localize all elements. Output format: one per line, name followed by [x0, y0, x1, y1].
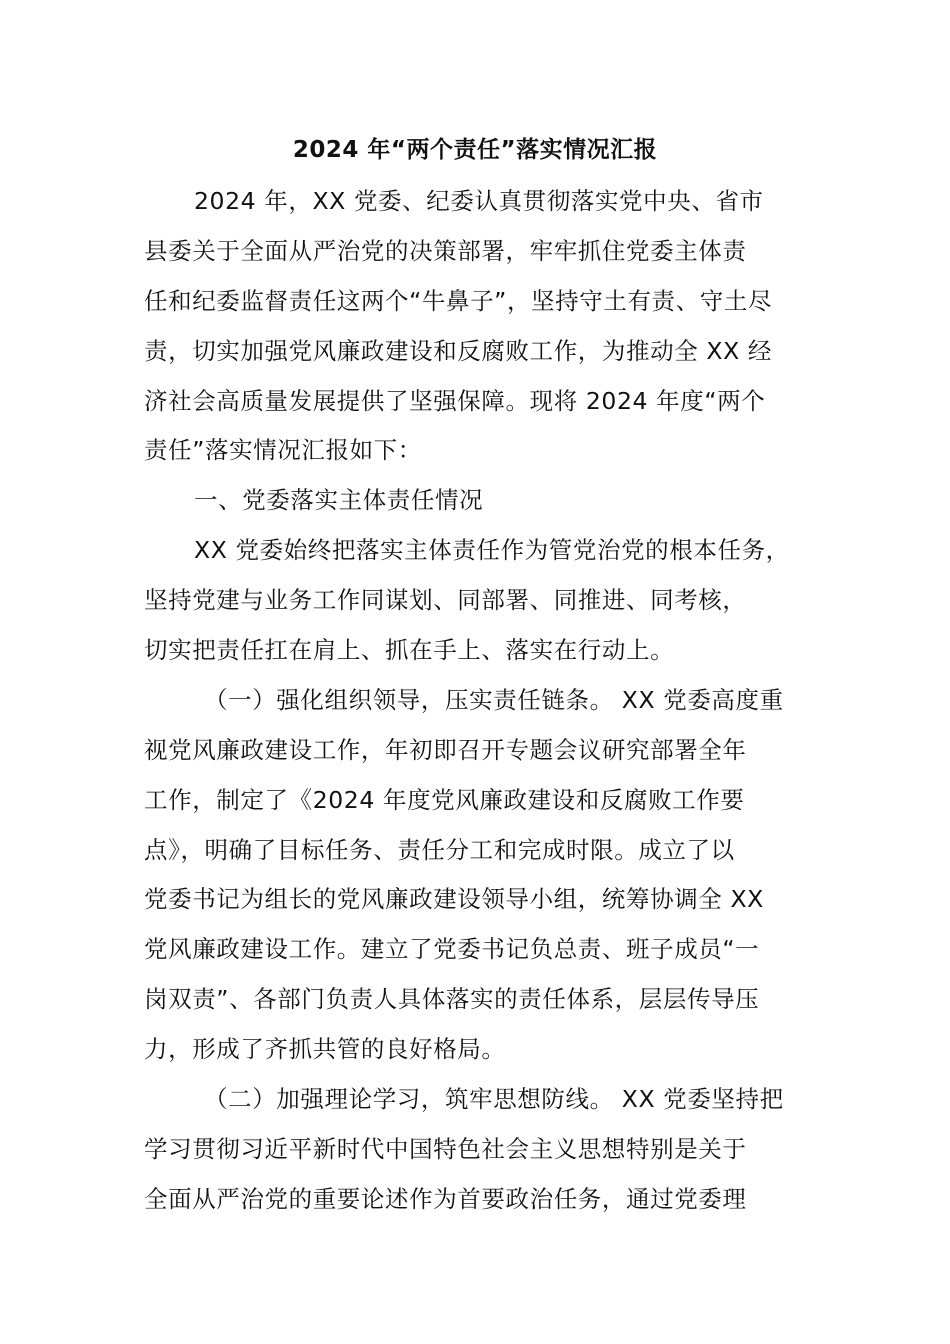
subsection-line: （二）加强理论学习，筑牢思想防线。 XX 党委坚持把 [204, 1085, 784, 1114]
paragraph-line: XX 党委始终把落实主体责任作为管党治党的根本任务， [194, 536, 790, 565]
paragraph-line: 任和纪委监督责任这两个“牛鼻子”，坚持守土有责、守土尽 [144, 286, 773, 315]
paragraph-line: 学习贯彻习近平新时代中国特色社会主义思想特别是关于 [144, 1134, 747, 1163]
subsection-line: （一）强化组织领导，压实责任链条。 XX 党委高度重 [204, 685, 784, 714]
paragraph-line: 视党风廉政建设工作，年初即召开专题会议研究部署全年 [144, 735, 747, 764]
paragraph-line: 济社会高质量发展提供了坚强保障。现将 2024 年度“两个 [144, 386, 766, 415]
document-title: 2024 年“两个责任”落实情况汇报 [292, 137, 658, 163]
section-heading: 一、党委落实主体责任情况 [194, 486, 484, 515]
paragraph-line: 切实把责任扛在肩上、抓在手上、落实在行动上。 [144, 636, 675, 665]
paragraph-line: 岗双责”、各部门负责人具体落实的责任体系，层层传导压 [144, 985, 760, 1014]
paragraph-line: 责任”落实情况汇报如下： [144, 436, 422, 465]
paragraph-line: 党风廉政建设工作。建立了党委书记负总责、班子成员“一 [144, 935, 760, 964]
paragraph-line: 责，切实加强党风廉政建设和反腐败工作，为推动全 XX 经 [144, 336, 772, 365]
paragraph-line: 工作，制定了《2024 年度党风廉政建设和反腐败工作要 [144, 785, 745, 814]
paragraph-line: 点》，明确了目标任务、责任分工和完成时限。成立了以 [144, 835, 735, 864]
paragraph-line: 力，形成了齐抓共管的良好格局。 [144, 1035, 506, 1064]
paragraph-line: 坚持党建与业务工作同谋划、同部署、同推进、同考核， [144, 586, 747, 615]
document-body [144, 177, 834, 1225]
paragraph-line: 县委关于全面从严治党的决策部署，牢牢抓住党委主体责 [144, 236, 747, 265]
paragraph-line: 党委书记为组长的党风廉政建设领导小组，统筹协调全 XX [144, 885, 764, 914]
paragraph-line: 全面从严治党的重要论述作为首要政治任务，通过党委理 [144, 1184, 747, 1213]
paragraph-line: 2024 年，XX 党委、纪委认真贯彻落实党中央、省市 [194, 187, 764, 215]
